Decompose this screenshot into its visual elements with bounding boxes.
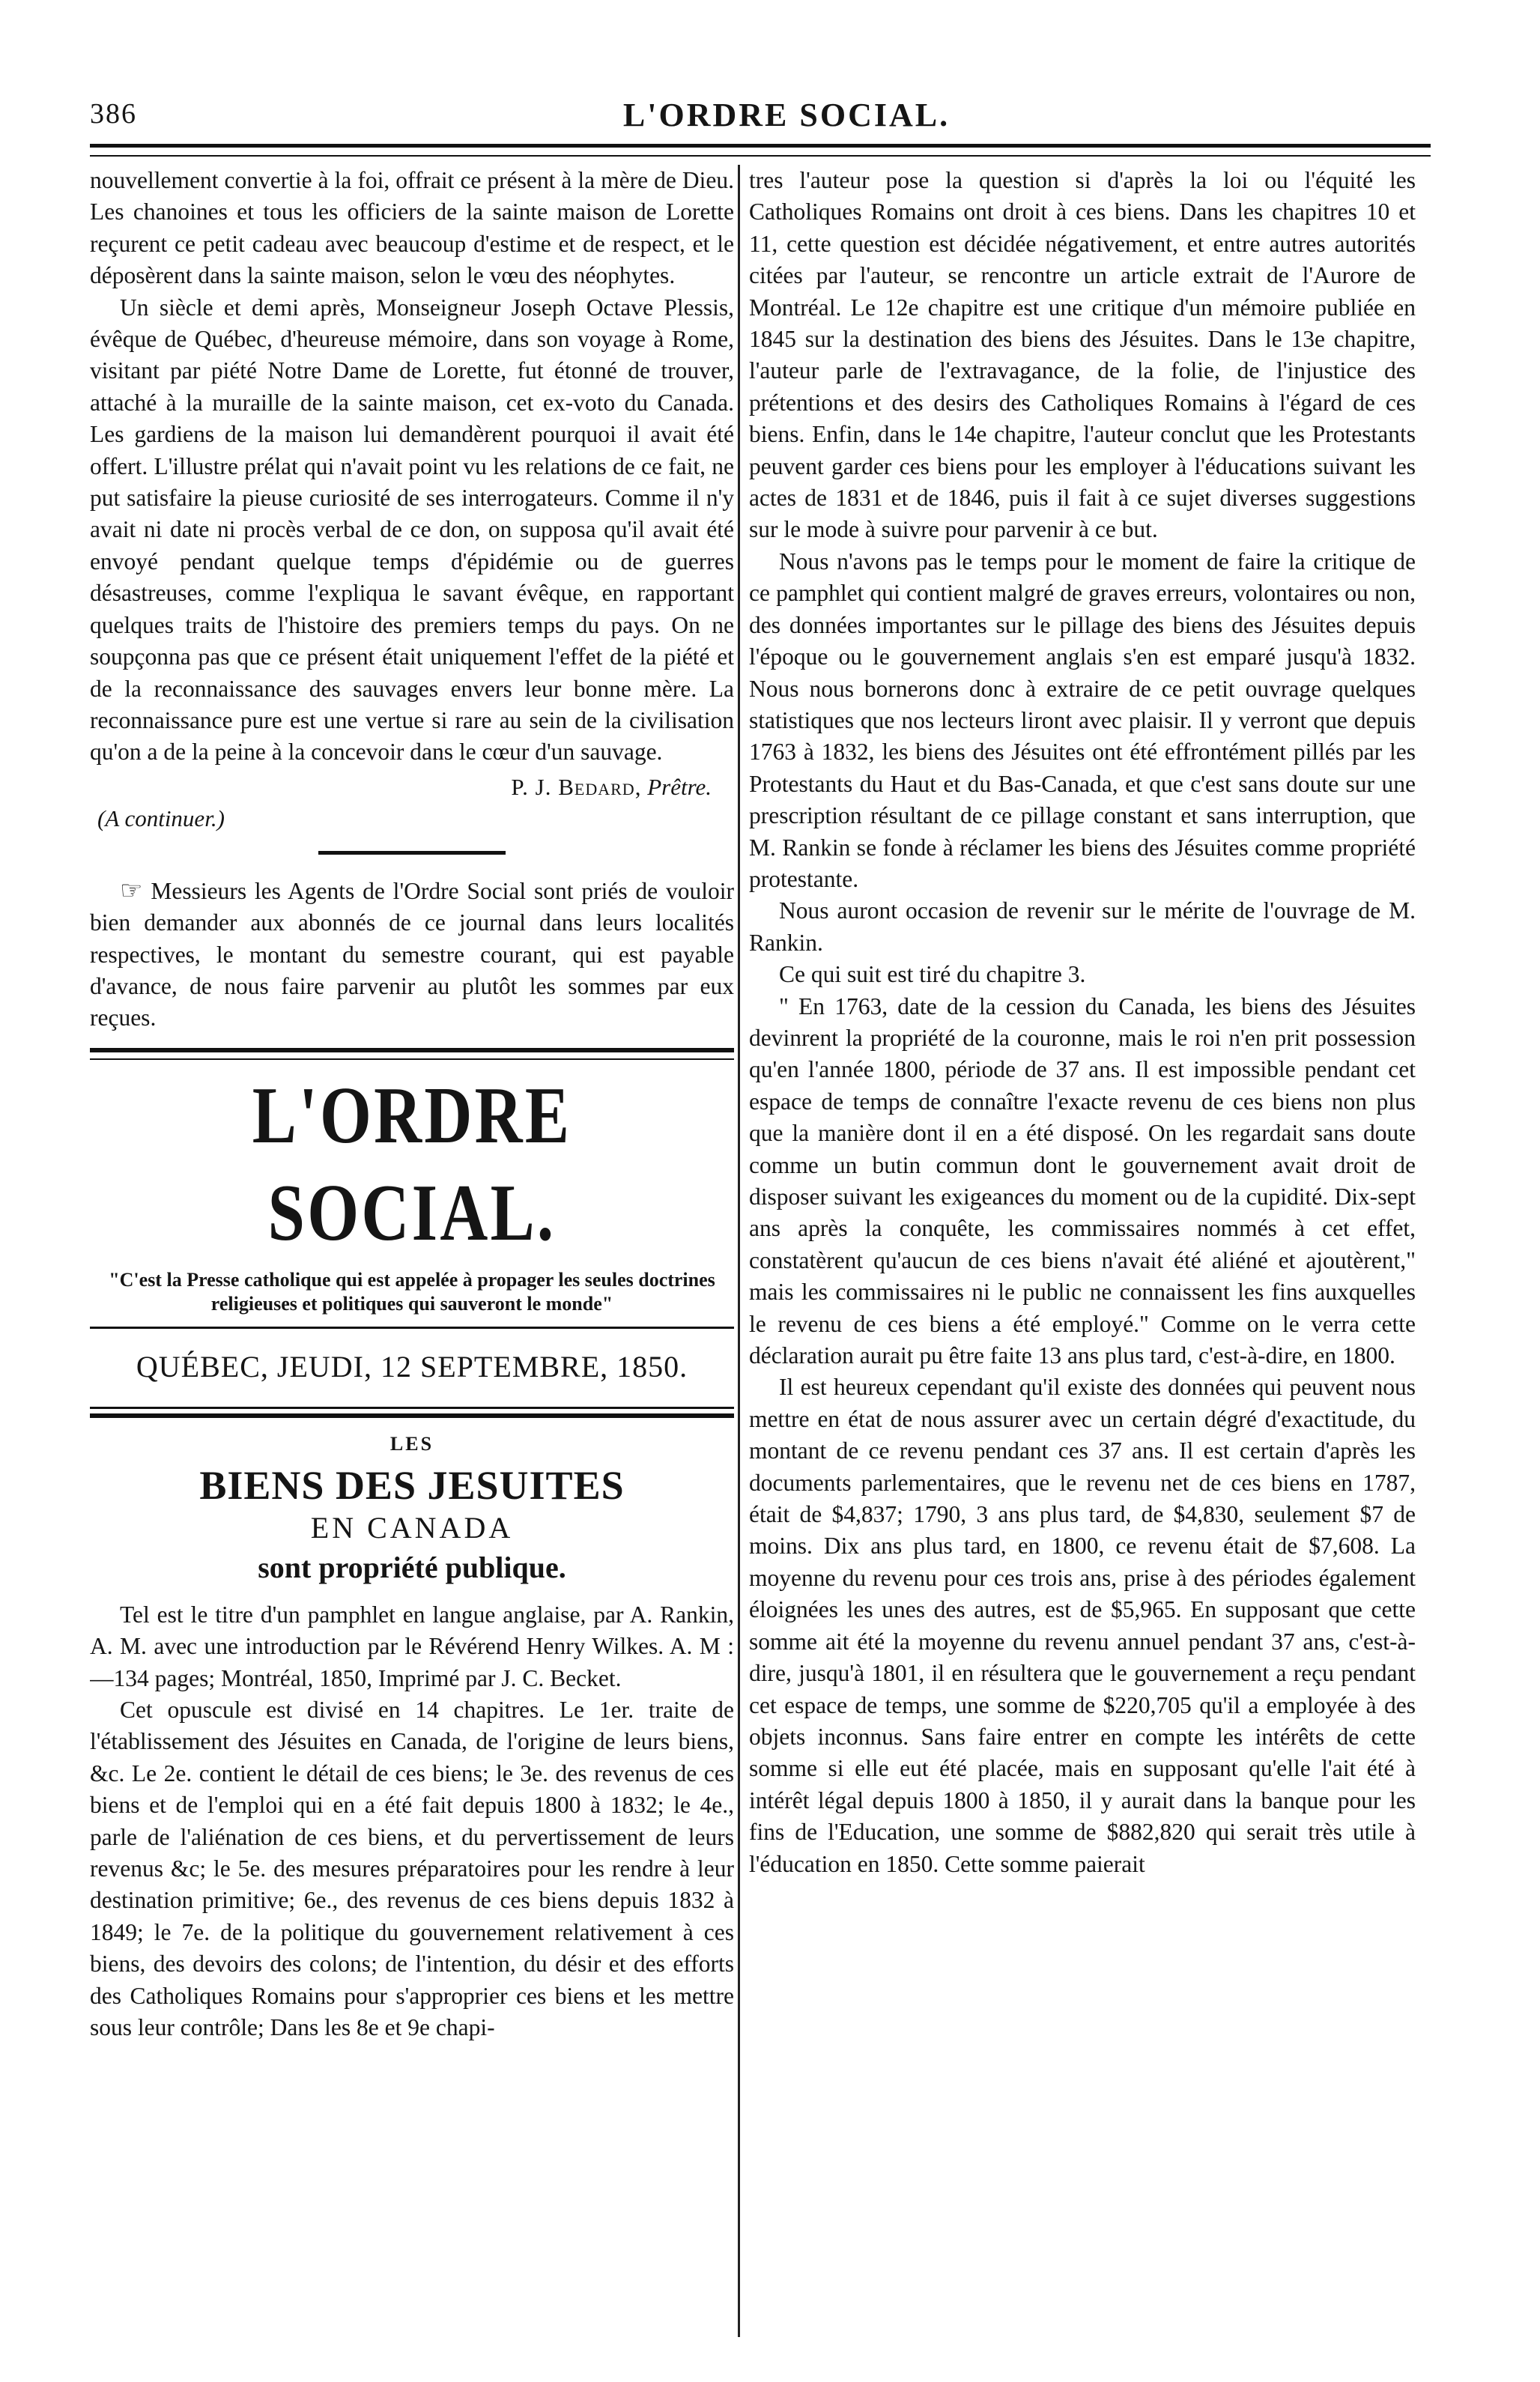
paragraph: " En 1763, date de la cession du Canada, les biens des Jésuites devinrent la propriété de la couronne, mais le roi n'en prit possession qu'en l'année 1800, période de 37 ans. Il est impossible pendant cet espace de temps de connaître l'exacte revenu de ces biens non plus que la manière dont il en a été disposé. On les regardait sans doute comme un butin commun dont le gouvernement avait droit de disposer suivant les exigeances du moment ou de la cupidité. Dix-sept ans après la conquête, les commissaires nommés à cet effet, constatèrent qu'aucun de ces biens n'avait été aliéné et ajoutèrent," mais les commissaires ni le public ne connaissent les fins auxquelles le revenu de ces biens a été employé." Comme on le verra cette déclaration aurait pu être faite 13 ans plus tard, c'est-à-dire, en 1800. (749, 992, 1416, 1369)
dateline: QUÉBEC, JEUDI, 12 SEPTEMBRE, 1850. (136, 1349, 688, 1384)
section-rule (318, 851, 506, 855)
header-rule (90, 144, 1431, 157)
masthead-rule (90, 1327, 734, 1329)
signature-name: P. J. Bedard, (511, 773, 642, 800)
agents-notice-text: Messieurs les Agents de l'Ordre Social sont priés de vouloir bien demander aux abonnés de ce journal dans leurs localités respectives, le montant du semestre courant, qui est payable d'avance, de nous faire parvenir au plutôt les sommes par eux reçues. (90, 877, 734, 1031)
headline-kicker: LES (389, 1432, 434, 1455)
page-number: 386 (90, 98, 137, 130)
agents-notice (90, 876, 734, 1034)
left-column (90, 165, 734, 2352)
paragraph: tres l'auteur pose la question si d'après la loi ou l'équité les Catholiques Romains ont droit à ces biens. Dans les chapitres 10 et 11, cette question est décidée négativement, et entre autres autorités citées par l'auteur, se rencontre un article extrait de l'Aurore de Montréal. Le 12e chapitre est une critique d'un mémoire publiée en 1845 sur la destination des biens des Jésuites. Dans le 13e chapitre, l'auteur parle de l'extravagance, de la folie, de l'injustice des prétentions et des desirs des Catholiques Romains à l'égard de ces biens. Enfin, dans le 14e chapitre, l'auteur conclut que les Protestants peuvent garder ces biens pour les employer à l'éducations suivant les actes de 1831 et de 1846, puis il fait à ce sujet diverses suggestions sur le mode à suivre pour parvenir à ce but. (749, 167, 1416, 543)
masthead-motto: "C'est la Presse catholique qui est appelée à propager les seules doctrines religieuses et politiques qui sauveront le monde" (109, 1268, 715, 1315)
article-deck: sont propriété publique. (258, 1550, 566, 1584)
paragraph: Cet opuscule est divisé en 14 chapitres. Le 1er. traite de l'établissement des Jésuites en Canada, de l'origine de leurs biens, &c. Le 2e. contient le détail de ces biens; le 3e. des revenus de ces biens et de l'emploi qui en a été fait depuis 1800 à 1832; le 4e., parle de l'aliénation de ces biens, et du pervertissement de leurs revenus &c; le 5e. des mesures préparatoires pour les rendre à leur destination primitive; 6e., des revenus de ces biens depuis 1832 à 1849; le 7e. de la politique du gouvernement relativement à ces biens, des devoirs des colons; de l'intention, du désir et des efforts des Catholiques Romains pour s'approprier ces biens et les mettre sous leur contrôle; Dans les 8e et 9e chapi- (90, 1696, 734, 2041)
right-column (749, 165, 1416, 2352)
paragraph: Ce qui suit est tiré du chapitre 3. (779, 961, 1086, 988)
running-title: L'ORDRE SOCIAL. (622, 97, 951, 133)
to-be-continued: (A continuer.) (97, 804, 225, 831)
signature-title: Prêtre. (647, 773, 712, 800)
page-header (90, 90, 1483, 142)
article-headline: BIENS DES JESUITES (199, 1462, 625, 1508)
paragraph: nouvellement convertie à la foi, offrait ce présent à la mère de Dieu. Les chanoines et tous les officiers de la sainte maison de Lorette reçurent ce petit cadeau avec beaucoup d'estime et de respect, et le déposèrent dans la sainte maison, selon le vœu des néophytes. (90, 167, 734, 289)
paragraph: Nous auront occasion de revenir sur le mérite de l'ouvrage de M. Rankin. (749, 897, 1416, 956)
signature (90, 772, 734, 803)
paragraph: Un siècle et demi après, Monseigneur Joseph Octave Plessis, évêque de Québec, d'heureuse mémoire, dans son voyage à Rome, visitant par piété Notre Dame de Lorette, fut étonné de trouver, attaché à la muraille de la sainte maison, cet ex-voto du Canada. Les gardiens de la maison lui demandèrent pourquoi il avait été offert. L'illustre prélat qui n'avait point vu les relations de ce fait, ne put satisfaire la pieuse curiosité de ses interrogateurs. Comme il n'y avait ni date ni procès verbal de ce don, on supposa qu'il avait été envoyé pendant quelque temps d'épidémie ou de guerres désastreuses, comme l'expliqua le savant évêque, en rapportant quelques traits de l'histoire des premiers temps du pays. On ne soupçonna pas que ce présent était uniquement l'effet de la piété et de la reconnaissance des sauvages envers leur bonne mère. La reconnaissance pure est une vertue si rare au sein de la civilisation qu'on a de la peine à la concevoir dans le cœur d'un sauvage. (90, 294, 734, 766)
article-subhead: EN CANADA (310, 1510, 514, 1545)
paragraph: Tel est le titre d'un pamphlet en langue anglaise, par A. Rankin, A. M. avec une introduction par le Révérend Henry Wilkes. A. M :—134 pages; Montréal, 1850, Imprimé par J. C. Becket. (90, 1601, 734, 1691)
masthead-title: L'ORDRE SOCIAL. (252, 1070, 572, 1258)
article-rule (90, 1407, 734, 1409)
masthead-rule-top (90, 1048, 734, 1060)
article-rule-thick (90, 1413, 734, 1418)
paragraph: Il est heureux cependant qu'il existe des données qui peuvent nous mettre en état de nous assurer avec un certain dégré d'exactitude, du montant de ce revenu pendant ces 37 ans. Il est certain d'après les documents parlementaires, que le revenu net de ces biens en 1787, était de $4,837; 1790, 3 ans plus tard, de $4,830, seulement $7 de moins. Dix ans plus tard, en 1800, ce revenu était de $7,608. La moyenne du revenu pour ces trois ans, prise à des périodes également éloignées les unes des autres, est de $5,965. En supposant que cette somme ait été la moyenne du revenu annuel pendant 37 ans, c'est-à-dire, jusqu'à 1801, il en résultera que le gouvernement a reçu pendant cet espace de temps, une somme de $220,705 qu'il a employée à des objets inconnus. Sans faire entrer en compte les intérêts de cette somme si elle eut été placée, mais en supposant qu'elle l'ait été à intérêt légal depuis 1800 à 1850, il y aurait dans la banque pour les fins de l'Education, une somme de $882,820 qui serait très utile à l'éducation en 1850. Cette somme paierait (749, 1374, 1416, 1877)
column-divider (738, 165, 740, 2337)
pointing-hand-icon: ☞ (120, 876, 143, 905)
paragraph: Nous n'avons pas le temps pour le moment de faire la critique de ce pamphlet qui contient malgré de graves erreurs, volontaires ou non, des données importantes sur le pillage des biens des Jésuites depuis l'époque ou le gouvernement anglais s'en est emparé jusqu'à 1832. Nous nous bornerons donc à extraire de ce petit ouvrage quelques statistiques que nos lecteurs liront avec plaisir. Il y verront que depuis 1763 à 1832, les biens des Jésuites ont été effrontément pillés par les Protestants du Haut et du Bas-Canada, et que c'est sans doute sur une prescription résultant de ce pillage constant et sans interruption, que M. Rankin se fonde à réclamer les biens des Jésuites comme propriété protestante. (749, 548, 1416, 892)
